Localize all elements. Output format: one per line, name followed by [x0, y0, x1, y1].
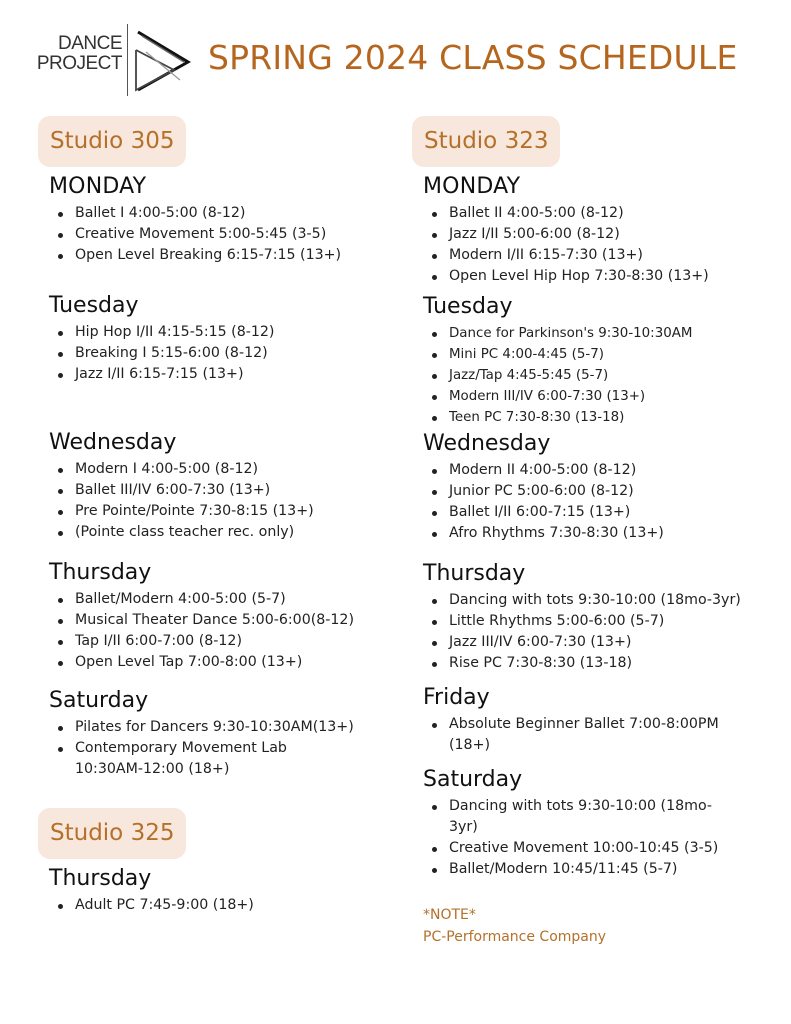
- logo-wordmark: [30, 34, 122, 74]
- class-list: [38, 895, 398, 916]
- studio-305-label: Studio 305: [38, 116, 186, 167]
- class-item: Creative Movement 5:00-5:45 (3-5): [56, 224, 398, 245]
- class-item: Dancing with tots 9:30-10:00 (18mo-3yr): [430, 590, 782, 611]
- class-list: [38, 203, 398, 266]
- day-heading: MONDAY: [423, 174, 521, 199]
- class-item: Jazz III/IV 6:00-7:30 (13+): [430, 632, 782, 653]
- class-list: [412, 203, 782, 287]
- day-heading: Wednesday: [423, 431, 551, 456]
- left-column: [38, 116, 398, 916]
- class-item: Little Rhythms 5:00-6:00 (5-7): [430, 611, 782, 632]
- class-item: Jazz I/II 5:00-6:00 (8-12): [430, 224, 782, 245]
- class-item: Ballet/Modern 10:45/11:45 (5-7): [430, 859, 782, 880]
- class-item: (Pointe class teacher rec. only): [56, 522, 398, 543]
- day-heading: Wednesday: [49, 430, 177, 455]
- right-column: [412, 116, 782, 948]
- class-item: Dancing with tots 9:30-10:00 (18mo-3yr): [430, 796, 740, 838]
- class-list: [38, 589, 398, 673]
- class-list: [412, 796, 782, 880]
- class-item: Dance for Parkinson's 9:30-10:30AM: [430, 323, 782, 344]
- note-block: [412, 904, 782, 948]
- class-item: Pilates for Dancers 9:30-10:30AM(13+): [56, 717, 398, 738]
- class-item: Pre Pointe/Pointe 7:30-8:15 (13+): [56, 501, 398, 522]
- class-list: [412, 460, 782, 544]
- day-heading: Thursday: [49, 866, 152, 891]
- note-text: PC-Performance Company: [423, 929, 607, 945]
- class-list: [412, 714, 782, 756]
- class-item: Tap I/II 6:00-7:00 (8-12): [56, 631, 398, 652]
- class-item: Ballet I 4:00-5:00 (8-12): [56, 203, 398, 224]
- logo-line-dance: DANCE: [57, 33, 122, 54]
- class-item: Modern I 4:00-5:00 (8-12): [56, 459, 398, 480]
- class-item: Absolute Beginner Ballet 7:00-8:00PM (18+): [430, 714, 750, 756]
- class-item: Modern III/IV 6:00-7:30 (13+): [430, 386, 782, 407]
- class-item: Ballet I/II 6:00-7:15 (13+): [430, 502, 782, 523]
- note-label: *NOTE*: [423, 907, 476, 923]
- class-item: Adult PC 7:45-9:00 (18+): [56, 895, 398, 916]
- class-item: Jazz I/II 6:15-7:15 (13+): [56, 364, 398, 385]
- class-list: [38, 322, 398, 385]
- class-item: Open Level Breaking 6:15-7:15 (13+): [56, 245, 398, 266]
- dance-project-logo: [30, 22, 195, 98]
- class-item: Ballet/Modern 4:00-5:00 (5-7): [56, 589, 398, 610]
- class-item: Modern I/II 6:15-7:30 (13+): [430, 245, 782, 266]
- day-heading: Thursday: [49, 560, 152, 585]
- class-item: Breaking I 5:15-6:00 (8-12): [56, 343, 398, 364]
- play-triangle-icon: [134, 30, 192, 92]
- class-list: [412, 323, 782, 428]
- day-heading: Friday: [423, 685, 490, 710]
- day-heading: Saturday: [49, 688, 149, 713]
- day-heading: MONDAY: [49, 174, 147, 199]
- class-item: Ballet II 4:00-5:00 (8-12): [430, 203, 782, 224]
- class-item: Ballet III/IV 6:00-7:30 (13+): [56, 480, 398, 501]
- class-item: Hip Hop I/II 4:15-5:15 (8-12): [56, 322, 398, 343]
- studio-325-label: Studio 325: [38, 808, 186, 859]
- class-list: [38, 717, 398, 780]
- logo-divider: [127, 24, 128, 96]
- class-item: Open Level Hip Hop 7:30-8:30 (13+): [430, 266, 782, 287]
- class-item: Musical Theater Dance 5:00-6:00(8-12): [56, 610, 398, 631]
- class-item: Modern II 4:00-5:00 (8-12): [430, 460, 782, 481]
- class-item: Teen PC 7:30-8:30 (13-18): [430, 407, 782, 428]
- class-item: Open Level Tap 7:00-8:00 (13+): [56, 652, 398, 673]
- studio-323-label: Studio 323: [412, 116, 560, 167]
- day-heading: Tuesday: [49, 293, 139, 318]
- class-item: Mini PC 4:00-4:45 (5-7): [430, 344, 782, 365]
- class-item: Creative Movement 10:00-10:45 (3-5): [430, 838, 782, 859]
- class-item: Junior PC 5:00-6:00 (8-12): [430, 481, 782, 502]
- class-item: Rise PC 7:30-8:30 (13-18): [430, 653, 782, 674]
- class-item: Contemporary Movement Lab 10:30AM-12:00 (18+): [56, 738, 346, 780]
- page-title: SPRING 2024 CLASS SCHEDULE: [208, 38, 738, 77]
- class-list: [412, 590, 782, 674]
- class-list: [38, 459, 398, 543]
- day-heading: Thursday: [423, 561, 526, 586]
- class-item: Afro Rhythms 7:30-8:30 (13+): [430, 523, 782, 544]
- day-heading: Tuesday: [423, 294, 513, 319]
- class-item: Jazz/Tap 4:45-5:45 (5-7): [430, 365, 782, 386]
- logo-line-project: PROJECT: [36, 53, 122, 74]
- day-heading: Saturday: [423, 767, 523, 792]
